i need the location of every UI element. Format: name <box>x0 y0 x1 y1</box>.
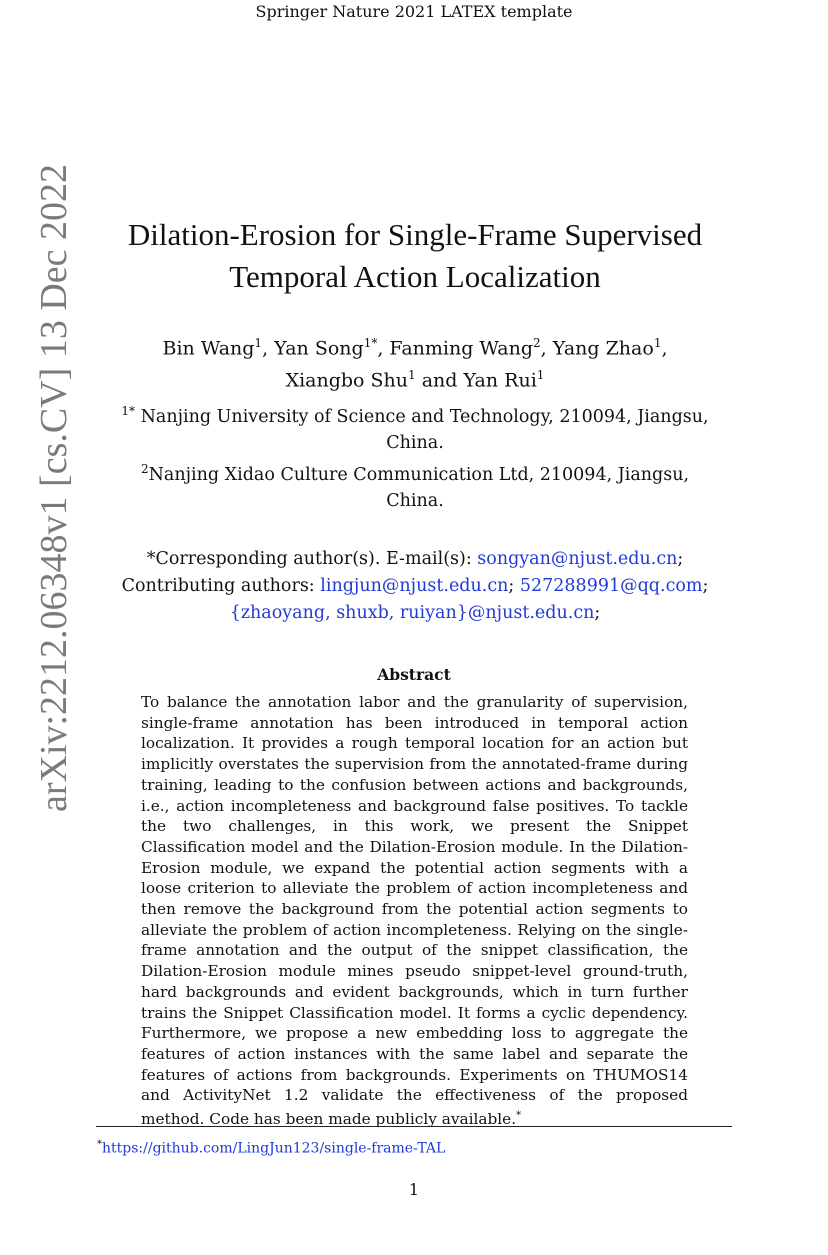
author-separator: , <box>540 337 553 360</box>
affiliation-mark: 1* <box>121 404 136 418</box>
author-name: Yan Song <box>274 337 364 360</box>
author-list <box>140 330 690 395</box>
author-separator: , <box>262 337 275 360</box>
author-affiliation-mark: 1 <box>653 336 662 350</box>
footnote-mark: * <box>97 1139 102 1150</box>
arxiv-stamp: arXiv:2212.06348v1 [cs.CV] 13 Dec 2022 <box>33 164 75 813</box>
title-line-1: Dilation-Erosion for Single-Frame Supervised <box>127 217 703 252</box>
contributing-email-link[interactable]: lingjun@njust.edu.cn <box>320 576 509 596</box>
affiliation-1 <box>110 398 720 456</box>
corresponding-email-link[interactable]: songyan@njust.edu.cn <box>477 549 678 569</box>
footnote-divider <box>96 1126 732 1127</box>
author-affiliation-mark: 1* <box>363 336 378 350</box>
affiliation-2 <box>110 456 720 514</box>
abstract-text: To balance the annotation labor and the granularity of supervision, single-frame annotation has been introduced in temporal action localization. It provides a rough temporal location for an action but implicitly overstates the supervision from the annotated-frame during training, leading to the confusion between actions and backgrounds, i.e., action incompleteness and background false positives. To tackle the two challenges, in this work, we present the Snippet Classification model and the Dilation-Erosion module. In the Dilation-Erosion module, we expand the potential action segments with a loose criterion to alleviate the problem of action incompleteness and then remove the background from the potential action segments to alleviate the problem of action incompleteness. Relying on the single-frame annotation and the output of the snippet classification, the Dilation-Erosion module mines pseudo snippet-level ground-truth, hard backgrounds and evident backgrounds, which in turn further trains the Snippet Classification model. It forms a cyclic dependency. Furthermore, we propose a new embedding loss to aggregate the features of action instances with the same label and separate the features of actions from backgrounds. Experiments on THUMOS14 and ActivityNet 1.2 validate the effectiveness of the proposed method. Code has been made publicly available. <box>141 693 688 1129</box>
group-suffix: ; <box>594 603 601 623</box>
affiliation-text: Nanjing University of Science and Technology, 210094, Jiangsu, China. <box>135 406 709 453</box>
title-line-2: Temporal Action Localization <box>229 259 601 294</box>
affiliation-mark: 2 <box>140 461 149 476</box>
running-head: Springer Nature 2021 LATEX template <box>255 2 573 21</box>
author-affiliation-mark: 2 <box>533 336 541 350</box>
group-email-link[interactable]: {zhaoyang, shuxb, ruiyan}@njust.edu.cn <box>229 603 595 623</box>
author-affiliation-mark: 1 <box>536 368 545 383</box>
author-separator: , <box>377 337 390 360</box>
corresponding-suffix: ; <box>677 549 684 569</box>
contributing-prefix: Contributing authors: <box>121 576 321 596</box>
author-separator: , <box>661 337 668 360</box>
correspondence-block <box>90 546 740 627</box>
author-affiliation-mark: 1 <box>408 368 416 383</box>
affiliations <box>110 398 720 514</box>
author-name: Yan Rui <box>463 369 537 392</box>
page-number: 1 <box>408 1180 420 1199</box>
author-separator: and <box>415 369 464 392</box>
footnote <box>97 1136 445 1158</box>
email-separator: ; <box>702 576 709 596</box>
corresponding-prefix: *Corresponding author(s). E-mail(s): <box>146 549 478 569</box>
author-name: Xiangbo Shu <box>285 369 409 392</box>
author-name: Bin Wang <box>162 337 255 360</box>
author-name: Yang Zhao <box>552 337 654 360</box>
contributing-email-link[interactable]: 527288991@qq.com <box>519 576 703 596</box>
author-name: Fanming Wang <box>389 337 534 360</box>
paper-title <box>100 214 730 298</box>
footnote-url-link[interactable]: https://github.com/LingJun123/single-frame-TAL <box>102 1140 446 1157</box>
footnote-mark: * <box>516 1110 522 1122</box>
email-separator: ; <box>508 576 520 596</box>
author-affiliation-mark: 1 <box>254 336 263 350</box>
abstract-body <box>141 692 688 1130</box>
affiliation-text: Nanjing Xidao Culture Communication Ltd, 210094, Jiangsu, China. <box>148 464 690 511</box>
abstract-heading: Abstract <box>377 665 451 684</box>
